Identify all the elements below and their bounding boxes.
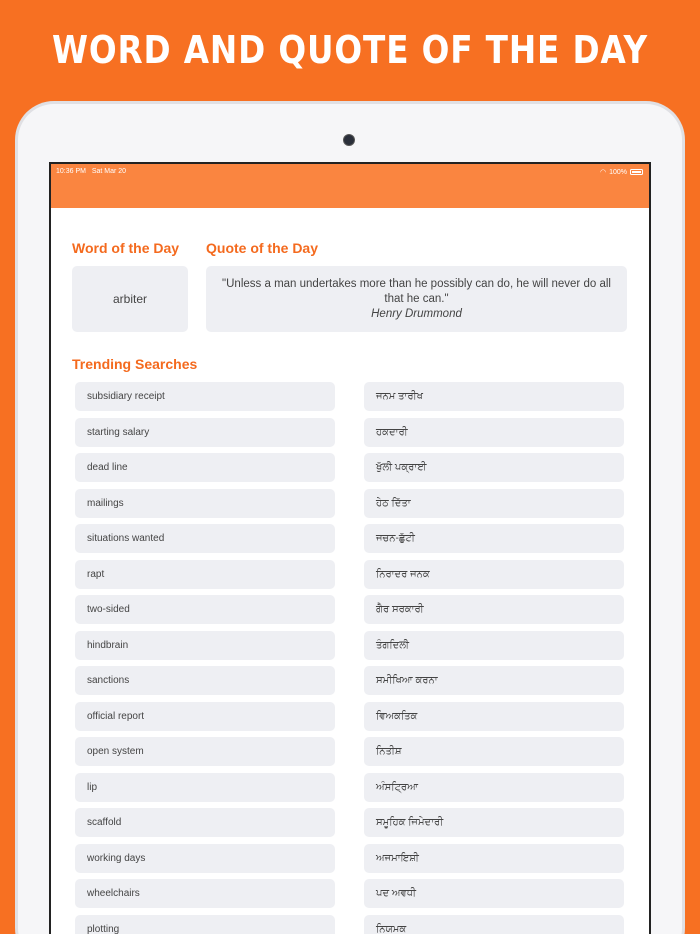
trending-heading: Trending Searches (72, 356, 198, 372)
camera (344, 135, 354, 145)
trend-item[interactable]: ਨਿਯਮਕ (364, 915, 624, 934)
trend-item[interactable]: ਨਿਤੀਸ਼ (364, 737, 624, 766)
trend-item[interactable]: ਵਿਅਕਤਿਕ (364, 702, 624, 731)
trend-item[interactable]: starting salary (75, 418, 335, 447)
status-date: Sat Mar 20 (91, 168, 127, 175)
trend-item[interactable]: mailings (75, 489, 335, 518)
word-of-day-heading: Word of the Day (72, 240, 180, 256)
trend-item[interactable]: ਹਕਦਾਰੀ (364, 418, 624, 447)
status-time: 10:36 PM (56, 168, 86, 175)
trend-item[interactable]: situations wanted (75, 524, 335, 553)
trend-item[interactable]: ਜਚਨ-ਛੁੱਟੀ (364, 524, 624, 553)
trend-item[interactable]: subsidiary receipt (75, 382, 335, 411)
trend-item[interactable]: ਅੰਸਟ੍ਰਿਆ (364, 773, 624, 802)
word-of-day-text: arbiter (112, 292, 147, 306)
trend-item[interactable]: working days (75, 844, 335, 873)
trend-item[interactable]: ਪਦ ਅਵਧੀ (364, 879, 624, 908)
top-bar (51, 164, 649, 208)
trend-item[interactable]: scaffold (75, 808, 335, 837)
quote-of-day-card[interactable] (206, 266, 627, 332)
trending-list-punjabi (364, 382, 624, 934)
tablet-frame (18, 104, 682, 934)
quote-author: Henry Drummond (371, 307, 462, 320)
trend-item[interactable]: ਜਨਮ ਤਾਰੀਖ (364, 382, 624, 411)
trend-item[interactable]: two-sided (75, 595, 335, 624)
trend-item[interactable]: official report (75, 702, 335, 731)
trend-item[interactable]: dead line (75, 453, 335, 482)
trend-item[interactable]: ਨਿਰਾਦਰ ਜਨਕ (364, 560, 624, 589)
trend-item[interactable]: ਖੁੱਲੀ ਪਕ੍ਰਾਈ (364, 453, 624, 482)
trend-item[interactable]: wheelchairs (75, 879, 335, 908)
battery-icon (630, 169, 643, 175)
trend-item[interactable]: ਅਜਮਾਇਸ਼ੀ (364, 844, 624, 873)
trend-item[interactable]: plotting (75, 915, 335, 934)
trend-item[interactable]: rapt (75, 560, 335, 589)
quote-of-day-heading: Quote of the Day (206, 240, 319, 256)
word-of-day-card[interactable] (72, 266, 188, 332)
wifi-icon: ◠ (599, 169, 607, 176)
trend-item[interactable]: sanctions (75, 666, 335, 695)
banner-title: WORD AND QUOTE OF THE DAY (51, 28, 649, 72)
trend-item[interactable]: ਤੰਗਦਿਲੀ (364, 631, 624, 660)
trending-list-english (75, 382, 335, 934)
battery-percent: 100% (609, 168, 627, 176)
status-indicators (600, 168, 643, 176)
trend-item[interactable]: ਸਮੀਖਿਆ ਕਰਨਾ (364, 666, 624, 695)
trend-item[interactable]: ਹੇਠ ਦਿੱਤਾ (364, 489, 624, 518)
trend-item[interactable]: hindbrain (75, 631, 335, 660)
quote-text: "Unless a man undertakes more than he possibly can do, he will never do all that he can." (222, 277, 611, 305)
trend-item[interactable]: ਗੈਰ ਸਰਕਾਰੀ (364, 595, 624, 624)
trend-item[interactable]: open system (75, 737, 335, 766)
app-screen (51, 164, 649, 934)
status-time-date (56, 168, 126, 175)
trend-item[interactable]: ਸਮੂਹਿਕ ਜਿਮੇਦਾਰੀ (364, 808, 624, 837)
trend-item[interactable]: lip (75, 773, 335, 802)
